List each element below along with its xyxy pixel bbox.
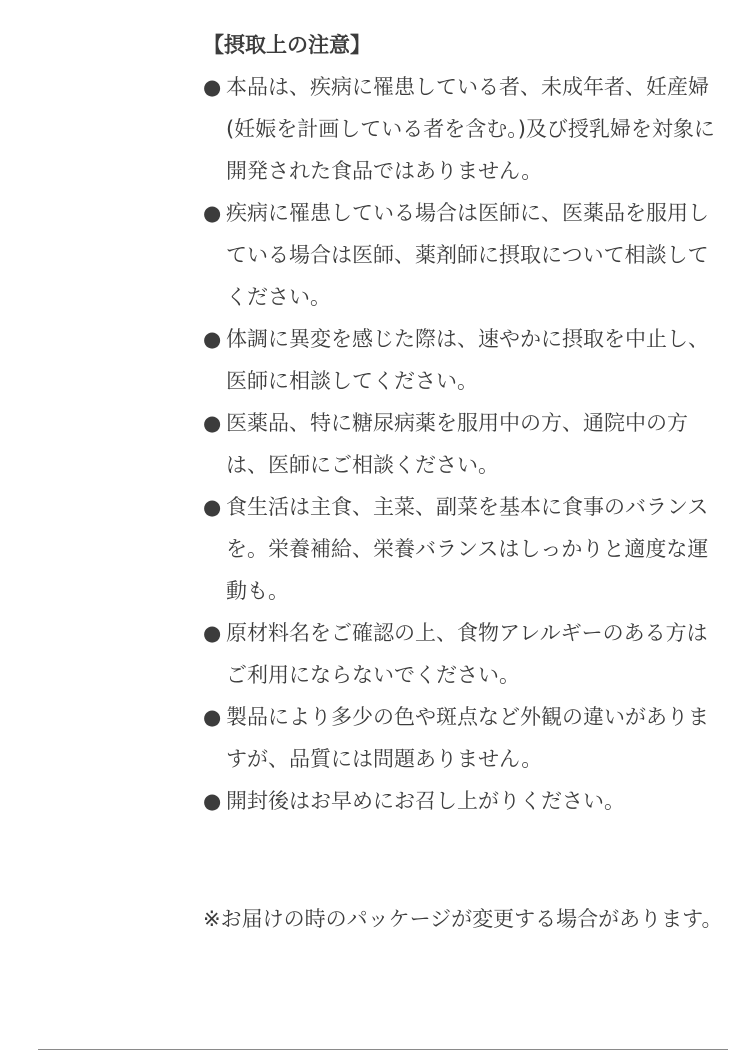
caution-list (203, 66, 723, 822)
bullet-icon: ● (203, 495, 222, 519)
caution-text: 体調に異変を感じた際は、速やかに摂取を中止し、医師に相談してください。 (226, 327, 709, 393)
bullet-icon: ● (203, 411, 222, 435)
caution-item (203, 696, 723, 780)
caution-text: 開封後はお早めにお召し上がりください。 (226, 789, 625, 813)
bullet-icon: ● (203, 327, 222, 351)
bullet-icon: ● (203, 201, 222, 225)
caution-item (203, 402, 723, 486)
caution-item (203, 66, 723, 192)
package-change-note: ※お届けの時のパッケージが変更する場合があります。 (203, 907, 723, 931)
bullet-icon: ● (203, 789, 222, 813)
caution-text: 食生活は主食、主菜、副菜を基本に食事のバランスを。栄養補給、栄養バランスはしっかりと適度な運動も。 (226, 495, 709, 603)
caution-text: 本品は、疾病に罹患している者、未成年者、妊産婦(妊娠を計画している者を含む。)及び授乳婦を対象に開発された食品ではありません。 (226, 75, 715, 183)
bullet-icon: ● (203, 705, 222, 729)
caution-text: 製品により多少の色や斑点など外観の違いがありますが、品質には問題ありません。 (226, 705, 709, 771)
caution-item (203, 780, 723, 822)
bullet-icon: ● (203, 621, 222, 645)
caution-item (203, 192, 723, 318)
caution-text: 原材料名をご確認の上、食物アレルギーのある方はご利用にならないでください。 (226, 621, 708, 687)
caution-text: 疾病に罹患している場合は医師に、医薬品を服用している場合は医師、薬剤師に摂取について相談してください。 (226, 201, 709, 309)
bullet-icon: ● (203, 75, 222, 99)
caution-item (203, 318, 723, 402)
caution-item (203, 486, 723, 612)
bottom-divider (38, 1049, 728, 1050)
section-heading: 【摂取上の注意】 (203, 33, 371, 57)
caution-item (203, 612, 723, 696)
caution-section (203, 24, 723, 961)
caution-text: 医薬品、特に糖尿病薬を服用中の方、通院中の方は、医師にご相談ください。 (226, 411, 688, 477)
